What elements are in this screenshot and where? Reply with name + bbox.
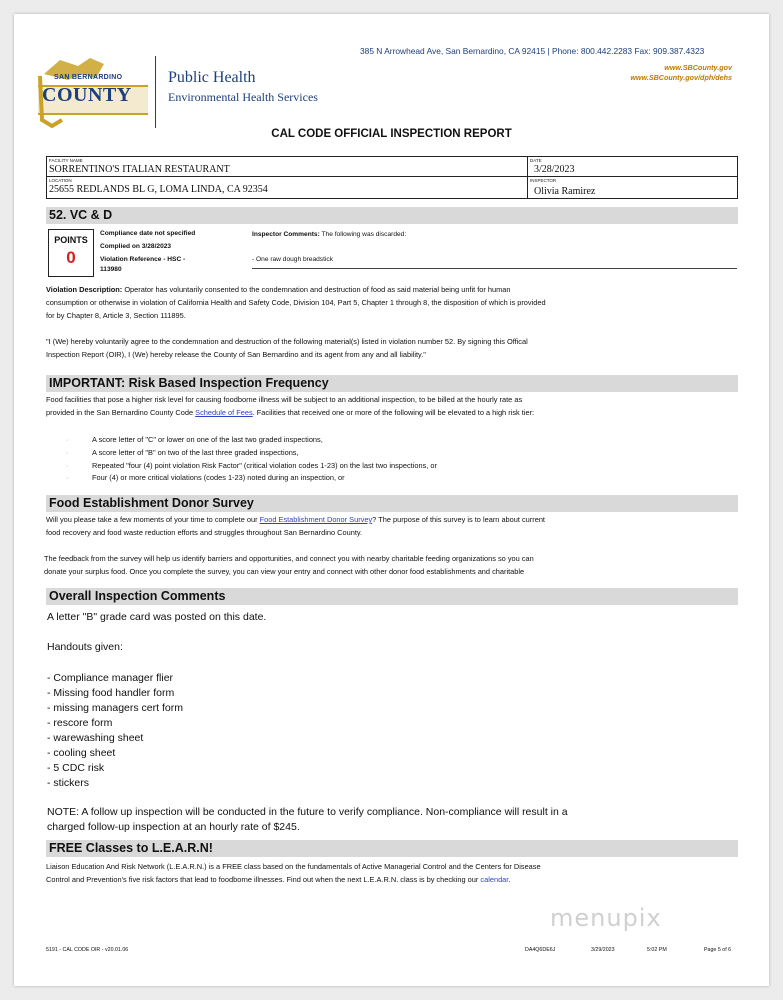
risk-bullet: · Four (4) or more critical violations (codes 1-23) noted during an inspection, or xyxy=(66,473,345,483)
report-title: CAL CODE OFFICIAL INSPECTION REPORT xyxy=(271,128,512,140)
risk-line-2-pre: provided in the San Bernardino County Code xyxy=(46,407,196,417)
consent-statement xyxy=(46,336,738,362)
risk-line-2-post: . Facilities that received one or more of the following will be elevated to a high risk tier: xyxy=(252,407,535,417)
column-divider xyxy=(527,157,528,198)
risk-bullet-text: A score letter of "B" on two of the last three graded inspections, xyxy=(92,447,299,457)
header-divider xyxy=(155,56,156,128)
address-line: 385 N Arrowhead Ave, San Bernardino, CA 92415 | Phone: 800.442.2283 Fax: 909.387.4323 xyxy=(360,46,705,56)
violation-header-bar xyxy=(46,207,738,224)
overall-heading: Overall Inspection Comments xyxy=(49,589,226,603)
discarded-item: - One raw dough breadstick xyxy=(252,256,333,263)
handouts-list xyxy=(47,671,183,791)
learn-heading: FREE Classes to L.E.A.R.N! xyxy=(49,841,213,855)
website-link[interactable]: www.SBCounty.gov xyxy=(664,63,732,72)
donor-heading: Food Establishment Donor Survey xyxy=(49,496,254,510)
report-page xyxy=(14,14,769,986)
row-divider xyxy=(47,176,737,177)
dept-name: Public Health xyxy=(168,69,256,86)
dept-sub: Environmental Health Services xyxy=(168,90,318,104)
handout-item: - cooling sheet xyxy=(47,747,116,759)
footer-time: 5:02 PM xyxy=(647,947,667,953)
learn-line-2-post: . xyxy=(508,874,511,884)
description-label: Violation Description: xyxy=(46,285,123,294)
handout-item: - rescore form xyxy=(47,717,113,729)
points-box xyxy=(48,229,94,277)
followup-note xyxy=(47,805,568,835)
risk-header-bar xyxy=(46,375,738,392)
footer-page: Page 5 of 6 xyxy=(704,947,732,953)
handout-item: - missing managers cert form xyxy=(47,702,183,714)
handout-item: - stickers xyxy=(47,777,89,789)
schedule-of-fees-link[interactable]: Schedule of Fees xyxy=(195,407,253,417)
risk-paragraph xyxy=(46,394,738,420)
note-line-2: charged follow-up inspection at an hourly rate of $245. xyxy=(47,821,300,833)
county-logo xyxy=(38,56,152,128)
risk-bullet: · Repeated "four (4) point violation Risk Factor" (critical violation codes 1-23) on the last two inspections, or xyxy=(66,460,437,470)
logo-main-text: COUNTY xyxy=(42,84,132,106)
logo-top-text: SAN BERNARDINO xyxy=(54,74,123,81)
donor-feedback xyxy=(44,553,738,579)
compliance-date: Compliance date not specified xyxy=(100,230,196,237)
complied-on: Complied on 3/28/2023 xyxy=(100,243,172,250)
facility-name-label: FACILITY NAME xyxy=(49,158,83,163)
location-label: LOCATION xyxy=(49,178,72,183)
description-line-1: Operator has voluntarily consented to the condemnation and destruction of food as said material being unfit for human xyxy=(124,285,511,294)
inspector-comments xyxy=(252,231,406,238)
risk-bullet-text: A score letter of "C" or lower on one of the last two graded inspections, xyxy=(92,435,323,444)
donor-survey-link[interactable]: Food Establishment Donor Survey xyxy=(259,515,373,524)
inspection-date: 3/28/2023 xyxy=(534,164,575,175)
handout-item: - Compliance manager flier xyxy=(47,672,174,684)
learn-paragraph xyxy=(46,861,738,887)
overall-header-bar xyxy=(46,588,738,605)
footer-date: 3/29/2023 xyxy=(591,947,615,953)
risk-heading: IMPORTANT: Risk Based Inspection Frequency xyxy=(49,376,329,390)
watermark: menupix xyxy=(550,904,662,932)
learn-line-1: Liaison Education And Risk Network (L.E.A.R.N.) is a FREE class based on the fundamentals of Active Managerial Control and the Centers for Disease xyxy=(46,862,541,871)
consent-line-1: "I (We) hereby voluntarily agree to the condemnation and destruction of the following material(s) listed in violation number 52. By signing this Offical xyxy=(46,337,528,346)
description-line-3: for by Chapter 8, Article 3, Section 111895. xyxy=(46,310,186,320)
donor-line-1-pre: Will you please take a few moments of your time to complete our xyxy=(46,515,260,524)
points-value: 0 xyxy=(66,248,76,267)
description-line-2: consumption or otherwise in violation of California Health and Safety Code, Division 104, Part 5, Chapter 1 through 8, the disposition of which is provided xyxy=(46,297,546,307)
facility-name: SORRENTINO'S ITALIAN RESTAURANT xyxy=(49,164,230,175)
risk-bullet-text: Four (4) or more critical violations (codes 1-23) noted during an inspection, or xyxy=(92,473,345,483)
comments-underline xyxy=(252,268,737,269)
violation-heading: 52. VC & D xyxy=(49,208,113,222)
inspector-comments-label: Inspector Comments: xyxy=(252,231,320,238)
violation-description xyxy=(46,284,738,322)
consent-line-2: Inspection Report (OIR), I (We) hereby release the County of San Bernardino and its agent from any and all liability." xyxy=(46,349,426,359)
donor-header-bar xyxy=(46,495,738,512)
donor-paragraph xyxy=(46,514,738,540)
risk-bullet-list xyxy=(66,434,437,485)
inspector-label: INSPECTOR xyxy=(530,178,557,183)
learn-header-bar xyxy=(46,840,738,857)
donor-line-2: food recovery and food waste reduction efforts and struggles throughout San Bernardino County. xyxy=(46,527,363,537)
donor-line-4: donate your surplus food. Once you complete the survey, you can view your entry and connect with other donor food establishments and charitable xyxy=(44,566,525,576)
donor-line-1-post: ? The purpose of this survey is to learn about current xyxy=(372,515,545,524)
violation-reference-code: 113980 xyxy=(100,266,122,273)
inspector-comments-text: The following was discarded: xyxy=(321,231,407,238)
handout-item: - warewashing sheet xyxy=(47,732,144,744)
grade-line: A letter "B" grade card was posted on this date. xyxy=(47,611,267,623)
inspector-name: Olivia Ramirez xyxy=(534,186,596,197)
footer-form-id: 5191 - CAL CODE OIR - v20.01.06 xyxy=(46,947,129,953)
handouts-label: Handouts given: xyxy=(47,641,123,653)
risk-bullet-text: Repeated "four (4) point violation Risk Factor" (critical violation codes 1-23) on the last two inspections, or xyxy=(92,460,437,470)
dehs-website-link[interactable]: www.SBCounty.gov/dph/dehs xyxy=(630,73,732,82)
footer-doc-code: DA4Q6DE6J xyxy=(525,947,556,953)
learn-line-2-pre: Control and Prevention's five risk factors that lead to foodborne illnesses. Find out when the next L.E.A.R.N. class is by checking our xyxy=(46,874,481,884)
calendar-link[interactable]: calendar xyxy=(480,874,509,884)
handout-item: - 5 CDC risk xyxy=(47,762,105,774)
note-line-1: NOTE: A follow up inspection will be conducted in the future to verify compliance. Non-compliance will result in a xyxy=(47,806,568,818)
donor-line-3: The feedback from the survey will help us identify barriers and opportunities, and connect you with nearby charitable feeding organizations so you can xyxy=(44,554,534,563)
date-label: DATE xyxy=(530,158,542,163)
risk-bullet: · A score letter of "C" or lower on one of the last two graded inspections, xyxy=(66,435,323,444)
violation-reference: Violation Reference - HSC - xyxy=(100,256,186,263)
risk-bullet: · A score letter of "B" on two of the last three graded inspections, xyxy=(66,447,299,457)
facility-info-box xyxy=(46,156,738,199)
points-label: POINTS xyxy=(54,235,88,245)
facility-location: 25655 REDLANDS BL G, LOMA LINDA, CA 92354 xyxy=(49,184,268,195)
risk-line-1: Food facilities that pose a higher risk level for causing foodborne illness will be subject to an additional inspection, to be billed at the hourly rate as xyxy=(46,395,523,404)
handout-item: - Missing food handler form xyxy=(47,687,175,699)
